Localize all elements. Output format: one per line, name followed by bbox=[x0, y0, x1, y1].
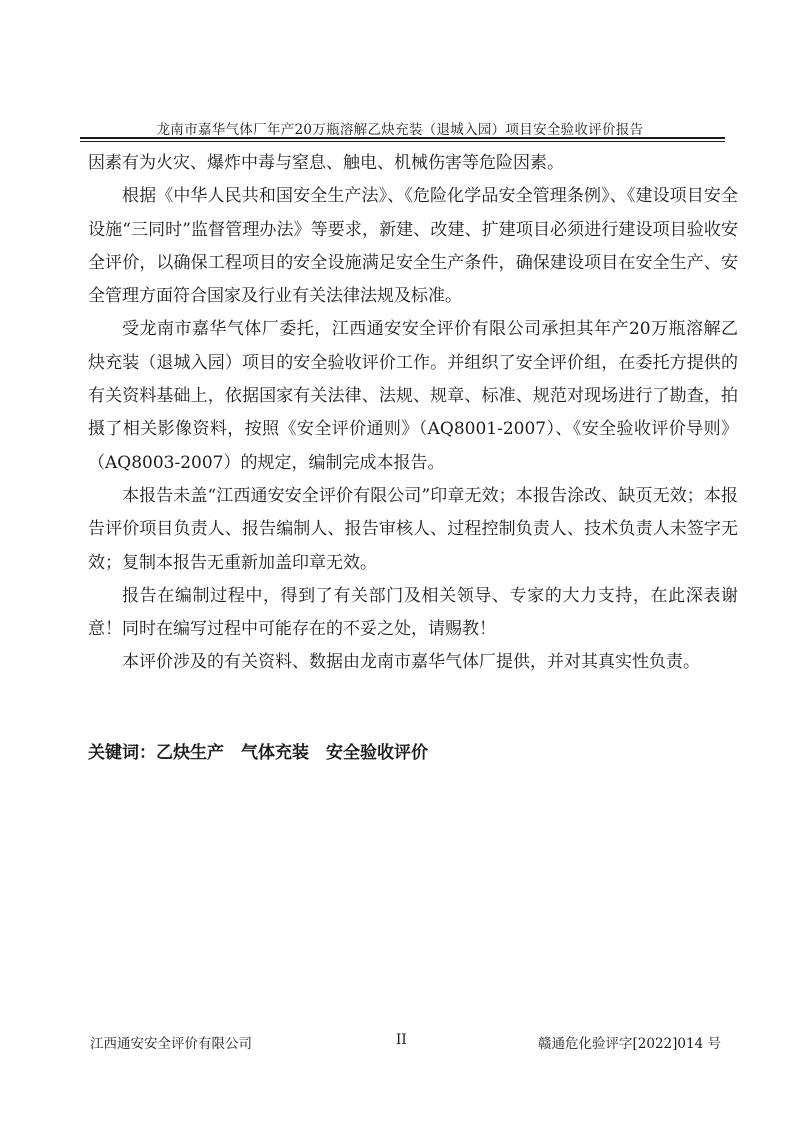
paragraph-validity: 本报告未盖“江西通安安全评价有限公司”印章无效；本报告涂改、缺页无效；本报告评价项目负责人、报告编制人、报告审核人、过程控制负责人、技术负责人未签字无效；复制本报告无重新加盖印章无效。 bbox=[88, 485, 738, 573]
page-number: II bbox=[396, 1032, 407, 1048]
header-rule-thin bbox=[80, 141, 725, 142]
paragraph-data-source: 本评价涉及的有关资料、数据由龙南市嘉华气体厂提供，并对其真实性负责。 bbox=[122, 652, 700, 673]
paragraph-continuation: 因素有为火灾、爆炸中毒与窒息、触电、机械伤害等危险因素。 bbox=[88, 153, 564, 173]
body-text bbox=[88, 147, 738, 680]
keywords: 关键词：乙炔生产 气体充装 安全验收评价 bbox=[88, 743, 428, 763]
paragraph-commission: 受龙南市嘉华气体厂委托，江西通安安全评价有限公司承担其年产20万瓶溶解乙炔充装（退城入园）项目的安全验收评价工作。并组织了安全评价组，在委托方提供的有关资料基础上，依据国家有关法律、法规、规章、标准、规范对现场进行了勘查，拍摄了相关影像资料，按照《安全评价通则》（AQ8001-2007）、《安全验收评价导则》（AQ8003-2007）的规定，编制完成本报告。 bbox=[88, 319, 738, 473]
paragraph-acknowledgement: 报告在编制过程中，得到了有关部门及相关领导、专家的大力支持，在此深表谢意！同时在编写过程中可能存在的不妥之处，请赐教！ bbox=[88, 585, 738, 640]
footer-company: 江西通安安全评价有限公司 bbox=[90, 1036, 252, 1052]
paragraph-legal-basis: 根据《中华人民共和国安全生产法》、《危险化学品安全管理条例》、《建设项目安全设施“三同时”监督管理办法》等要求，新建、改建、扩建项目必须进行建设项目验收安全评价，以确保工程项目的安全设施满足安全生产条件，确保建设项目在安全生产、安全管理方面符合国家及行业有关法律法规及标准。 bbox=[88, 186, 738, 307]
footer-doc-number: 赣通危化验评字[2022]014 号 bbox=[538, 1036, 721, 1052]
running-header: 龙南市嘉华气体厂年产20万瓶溶解乙炔充装（退城入园）项目安全验收评价报告 bbox=[156, 122, 644, 138]
header-rule-thick bbox=[80, 137, 725, 139]
